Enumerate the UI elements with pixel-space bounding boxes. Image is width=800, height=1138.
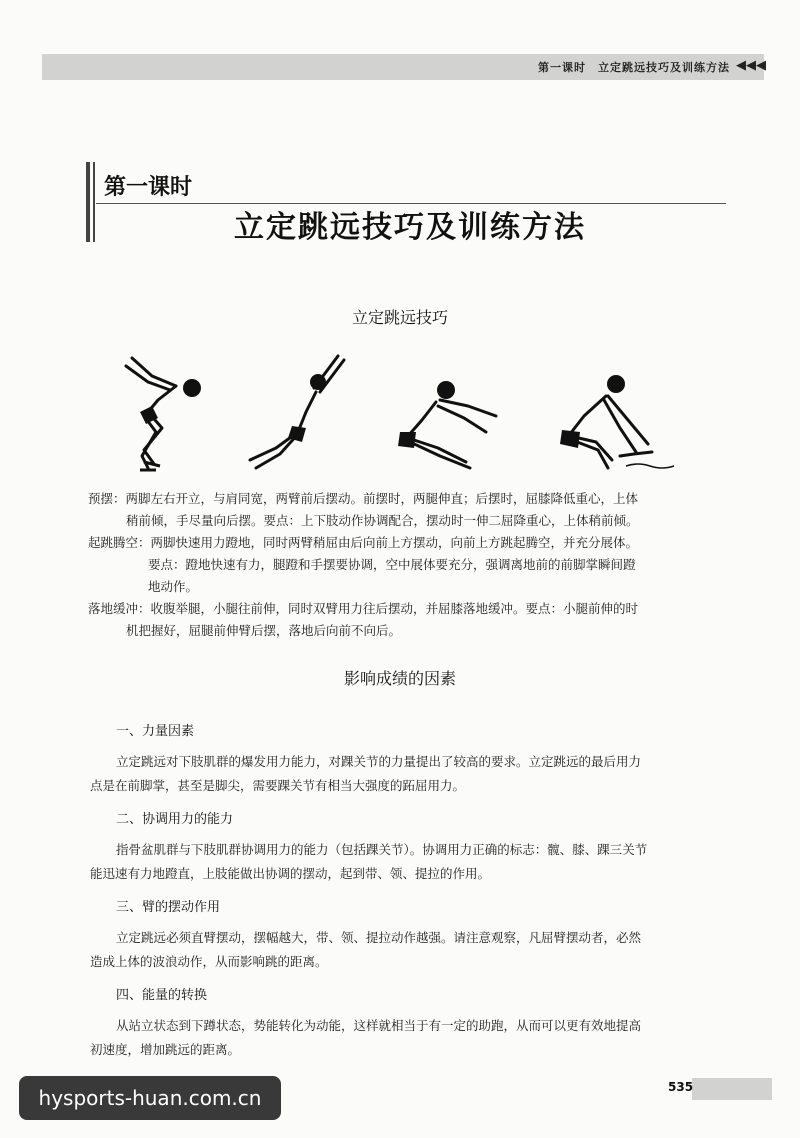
- footer-bar: [692, 1078, 772, 1100]
- phase-takeoff-line2: 要点：蹬地快速有力，腿蹬和手摆要协调，空中展体要充分，强调离地前的前脚掌瞬间蹬: [148, 557, 636, 572]
- figure-takeoff: [236, 352, 356, 478]
- section-title-technique: 立定跳远技巧: [351, 308, 448, 327]
- factor-heading-4: 四、能量的转换: [116, 988, 208, 1003]
- figure-prep-swing: [118, 352, 218, 478]
- factor-text-3: [90, 926, 730, 974]
- phase-landing: [88, 598, 728, 642]
- factor-2-line2: 能迅速有力地蹬直，上肢能做出协调的摆动，起到带、领、提拉的作用。: [90, 866, 491, 881]
- factor-2-line1: 指骨盆肌群与下肢肌群协调用力的能力（包括踝关节）。协调用力正确的标志：髋、膝、踝三关节: [116, 842, 648, 857]
- page-title: 立定跳远技巧及训练方法: [234, 210, 586, 245]
- phase-takeoff-line3: 地动作。: [148, 579, 199, 594]
- factor-3-line1: 立定跳远必须直臂摆动，摆幅越大，带、领、提拉动作越强。请注意观察，凡屈臂摆动者，必然: [116, 930, 642, 945]
- phase-prep-swing: [88, 488, 728, 532]
- factor-1-line1: 立定跳远对下肢肌群的爆发用力能力，对踝关节的力量提出了较高的要求。立定跳远的最后用力: [116, 754, 642, 769]
- phase-takeoff: [88, 532, 728, 598]
- factor-text-1: [90, 750, 730, 798]
- title-vertical-bar-thick: [86, 162, 90, 242]
- figure-flight: [392, 376, 504, 476]
- phase-takeoff-line1: 起跳腾空：两脚快速用力蹬地，同时两臂稍屈由后向前上方摆动，向前上方跳起腾空，并充分展体。: [88, 535, 639, 550]
- title-vertical-bar-thin: [93, 162, 95, 242]
- running-header-arrows: ◀◀◀: [736, 58, 766, 73]
- running-header-title: 第一课时 立定跳远技巧及训练方法: [538, 61, 730, 74]
- phase-landing-line1: 落地缓冲：收腹举腿，小腿往前伸，同时双臂用力往后摆动，并屈膝落地缓冲。要点：小腿前伸的时: [88, 601, 639, 616]
- factor-1-line2: 点是在前脚掌，甚至是脚尖，需要踝关节有相当大强度的跖屈用力。: [90, 778, 466, 793]
- section-title-factors: 影响成绩的因素: [343, 669, 456, 688]
- phase-prep-line2: 稍前倾，手尽量向后摆。要点：上下肢动作协调配合，摆动时一伸二屈降重心，上体稍前倾。: [126, 513, 639, 528]
- factor-heading-3: 三、臂的摆动作用: [116, 900, 221, 915]
- phase-landing-line2: 机把握好，屈腿前伸臂后摆，落地后向前不向后。: [126, 623, 402, 638]
- factor-text-2: [90, 838, 730, 886]
- factor-heading-2: 二、协调用力的能力: [116, 812, 234, 827]
- factor-3-line2: 造成上体的波浪动作，从而影响跳的距离。: [90, 954, 328, 969]
- site-watermark: hysports-huan.com.cn: [19, 1076, 281, 1120]
- lesson-label: 第一课时: [104, 175, 193, 200]
- page-number: 535: [668, 1080, 694, 1094]
- factor-text-4: [90, 1014, 730, 1062]
- figure-landing: [556, 372, 682, 478]
- factor-heading-1: 一、力量因素: [116, 724, 195, 739]
- phase-prep-line1: 预摆：两脚左右开立，与肩同宽，两臂前后摆动。前摆时，两腿伸直；后摆时，屈膝降低重心，上体: [88, 491, 639, 506]
- factor-4-line1: 从站立状态到下蹲状态，势能转化为动能，这样就相当于有一定的助跑，从而可以更有效地提高: [116, 1018, 642, 1033]
- factor-4-line2: 初速度，增加跳远的距离。: [90, 1042, 241, 1057]
